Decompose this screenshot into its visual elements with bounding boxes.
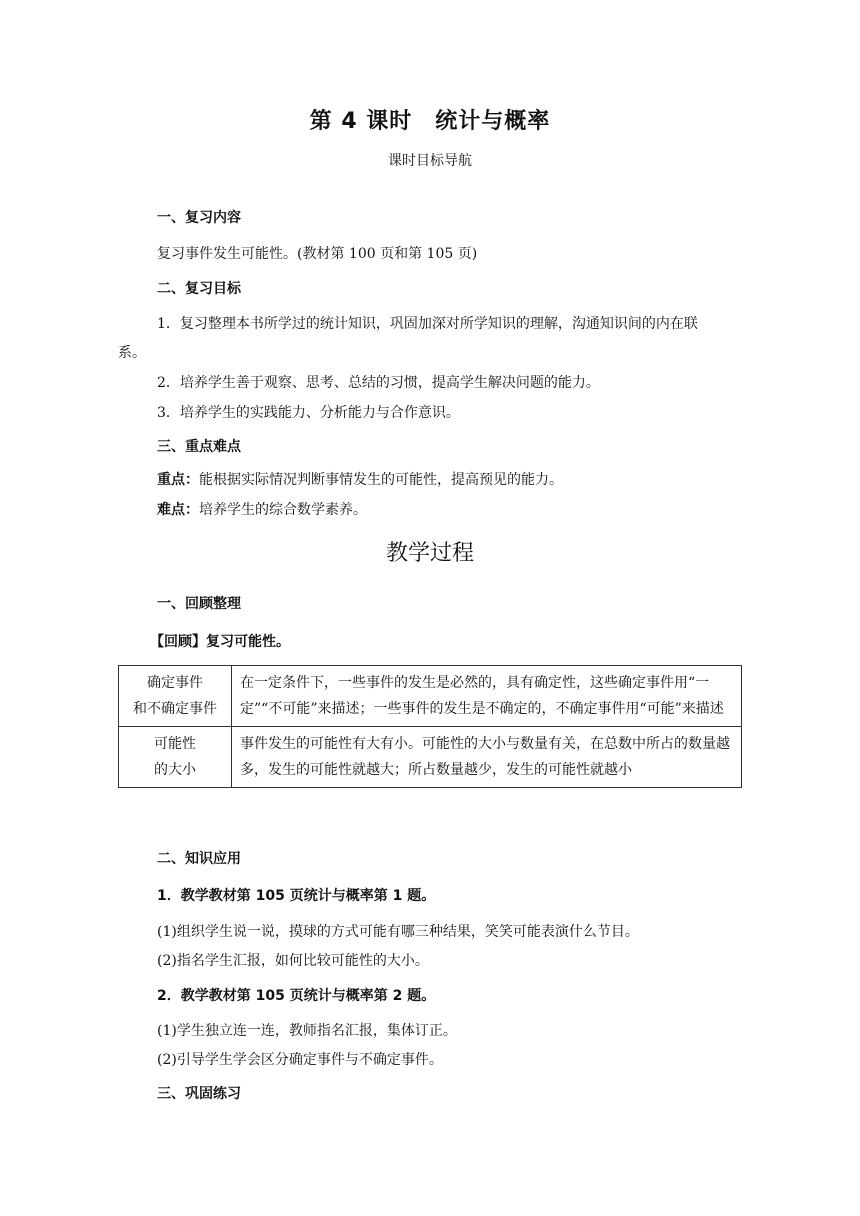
heading-review-organize: 一、回顾整理 [157, 596, 241, 612]
review-content-text: 复习事件发生可能性。(教材第 100 页和第 105 页) [157, 246, 478, 262]
task-2-step-b: (2)引导学生学会区分确定事件与不确定事件。 [157, 1052, 443, 1068]
heading-review-goals: 二、复习目标 [157, 281, 241, 297]
goal-item-3: 3．培养学生的实践能力、分析能力与合作意识。 [157, 405, 460, 421]
table-key-line: 可能性 [154, 736, 196, 752]
table-key-line: 的大小 [154, 762, 196, 778]
heading-review-content: 一、复习内容 [157, 210, 241, 226]
table-key-cell [119, 727, 232, 788]
goal-item-2: 2．培养学生善于观察、思考、总结的习惯，提高学生解决问题的能力。 [157, 375, 600, 391]
difficult-point-text: 培养学生的综合数学素养。 [199, 502, 367, 518]
key-point [157, 469, 563, 489]
difficult-point [157, 499, 367, 519]
task-2-step-a: (1)学生独立连一连，教师指名汇报，集体订正。 [157, 1023, 457, 1039]
knowledge-table [118, 665, 742, 788]
table-row [119, 666, 742, 727]
difficult-point-label: 难点： [157, 502, 199, 518]
key-point-label: 重点： [157, 472, 199, 488]
table-key-line: 确定事件 [147, 675, 203, 691]
goal-item-1-line1: 1．复习整理本书所学过的统计知识，巩固加深对所学知识的理解，沟通知识间的内在联 [157, 316, 698, 332]
table-value-cell: 在一定条件下，一些事件的发生是必然的，具有确定性，这些确定事件用“一定”“不可能”来描述；一些事件的发生是不确定的，不确定事件用“可能”来描述 [232, 666, 742, 727]
heading-consolidation-practice: 三、巩固练习 [157, 1086, 241, 1102]
lesson-subtitle: 课时目标导航 [388, 153, 472, 169]
table-value-cell: 事件发生的可能性有大有小。可能性的大小与数量有关，在总数中所占的数量越多，发生的可能性就越大；所占数量越少，发生的可能性就越小 [232, 727, 742, 788]
task-1: 1．教学教材第 105 页统计与概率第 1 题。 [157, 888, 436, 904]
key-point-text: 能根据实际情况判断事情发生的可能性，提高预见的能力。 [199, 472, 563, 488]
task-2: 2．教学教材第 105 页统计与概率第 2 题。 [157, 988, 436, 1004]
heading-knowledge-application: 二、知识应用 [157, 851, 241, 867]
process-title: 教学过程 [385, 541, 474, 566]
table-key-cell [119, 666, 232, 727]
heading-key-points: 三、重点难点 [157, 439, 241, 455]
table-key-line: 和不确定事件 [133, 701, 217, 717]
lesson-title: 第 4 课时 统计与概率 [309, 109, 551, 134]
task-1-step-b: (2)指名学生汇报，如何比较可能性的大小。 [157, 953, 429, 969]
goal-item-1-line2: 系。 [118, 345, 146, 361]
review-intro: 【回顾】复习可能性。 [150, 634, 290, 650]
table-row [119, 727, 742, 788]
task-1-step-a: (1)组织学生说一说，摸球的方式可能有哪三种结果，笑笑可能表演什么节目。 [157, 924, 639, 940]
